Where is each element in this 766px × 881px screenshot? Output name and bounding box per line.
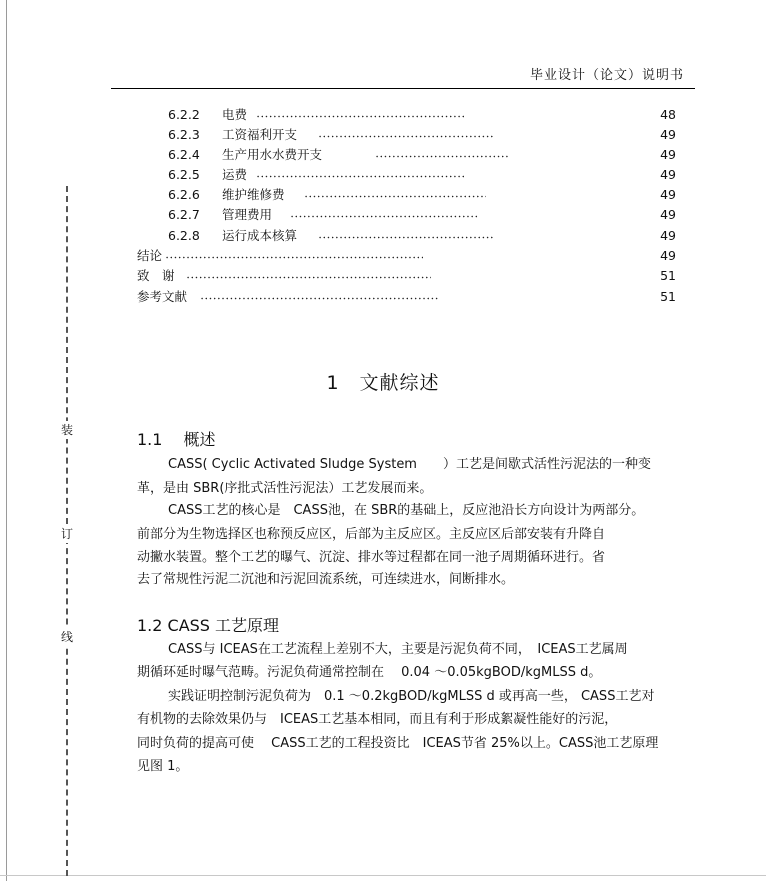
toc-entry-title: 结论 (137, 248, 163, 263)
chapter-title: 1 文献综述 (326, 372, 440, 394)
toc-entry[interactable] (0, 206, 766, 224)
toc-entry-title: 致 谢 (137, 268, 175, 283)
toc-entry-page: 48 (660, 107, 676, 122)
toc-entry[interactable] (0, 166, 766, 184)
section-heading: 1.1 概述 (137, 430, 216, 449)
toc-dot-leader (318, 232, 494, 242)
binding-char-zhuang: 装 (60, 423, 73, 437)
toc-dot-leader (256, 171, 464, 181)
toc-entry[interactable] (0, 126, 766, 144)
toc-entry[interactable] (0, 227, 766, 245)
paragraph-line: 见图 1。 (137, 759, 189, 774)
section-heading: 1.2 CASS 工艺原理 (137, 616, 280, 635)
toc-entry[interactable] (0, 186, 766, 204)
toc-entry-number: 6.2.5 (168, 167, 200, 182)
toc-entry-number: 6.2.7 (168, 207, 200, 222)
paragraph-line: CASS工艺的核心是 CASS池，在 SBR的基础上，反应池沿长方向设计为两部分。 (168, 503, 645, 518)
toc-dot-leader (318, 131, 493, 141)
paragraph-line: CASS与 ICEAS在工艺流程上差别不大，主要是污泥负荷不同， ICEAS工艺属周 (168, 642, 628, 657)
toc-dot-leader (165, 252, 423, 262)
toc-dot-leader (304, 191, 486, 201)
paragraph-line: 革，是由 SBR(序批式活性污泥法）工艺发展而来。 (137, 481, 433, 496)
toc-entry-number: 6.2.2 (168, 107, 200, 122)
toc-dot-leader (290, 211, 479, 221)
toc-entry-number: 6.2.6 (168, 187, 200, 202)
toc-dot-leader (200, 293, 438, 303)
toc-entry-title: 维护维修费 (222, 187, 285, 202)
paragraph-line: 前部分为生物选择区也称预反应区，后部为主反应区。主反应区后部安装有升降自 (137, 527, 606, 542)
toc-entry[interactable] (0, 146, 766, 164)
toc-entry-title: 生产用水水费开支 (222, 147, 323, 162)
toc-dot-leader (375, 151, 509, 161)
toc-entry[interactable] (0, 288, 766, 306)
page-bottom-edge (0, 875, 766, 876)
toc-entry-page: 49 (660, 127, 676, 142)
paragraph-line: 动撇水装置。整个工艺的曝气、沉淀、排水等过程都在同一池子周期循环进行。省 (137, 550, 606, 565)
toc-entry[interactable] (0, 106, 766, 124)
toc-entry-number: 6.2.4 (168, 147, 200, 162)
paragraph-line: 有机物的去除效果仍与 ICEAS工艺基本相同，而且有利于形成絮凝性能好的污泥， (137, 712, 618, 727)
paragraph-line: CASS( Cyclic Activated Sludge System ）工艺是间歇式活性污泥法的一种变 (168, 457, 651, 472)
toc-entry-page: 49 (660, 167, 676, 182)
paragraph-line: 期循环延时曝气范畴。污泥负荷通常控制在 0.04 ～0.05kgBOD/kgMLSS d。 (137, 665, 602, 680)
toc-entry-page: 49 (660, 228, 676, 243)
toc-entry-page: 51 (660, 289, 676, 304)
toc-dot-leader (256, 111, 464, 121)
running-header: 毕业设计（论文）说明书 (529, 68, 684, 83)
header-rule (111, 88, 695, 89)
toc-entry-title: 电费 (222, 107, 248, 122)
toc-entry-title: 运行成本核算 (222, 228, 298, 243)
toc-entry-page: 51 (660, 268, 676, 283)
binding-char-xian: 线 (60, 630, 73, 644)
toc-entry-number: 6.2.3 (168, 127, 200, 142)
toc-entry-title: 工资福利开支 (222, 127, 298, 142)
toc-entry[interactable] (0, 267, 766, 285)
toc-entry-title: 运费 (222, 167, 248, 182)
binding-char-ding: 订 (60, 527, 73, 541)
toc-entry-title: 管理费用 (222, 207, 273, 222)
toc-entry-page: 49 (660, 147, 676, 162)
toc-entry-title: 参考文献 (137, 289, 188, 304)
toc-entry-number: 6.2.8 (168, 228, 200, 243)
toc-entry-page: 49 (660, 187, 676, 202)
toc-dot-leader (186, 272, 431, 282)
toc-entry-page: 49 (660, 207, 676, 222)
paragraph-line: 实践证明控制污泥负荷为 0.1 ～0.2kgBOD/kgMLSS d 或再高一些， CASS工艺对 (168, 689, 655, 704)
toc-entry[interactable] (0, 247, 766, 265)
toc-entry-page: 49 (660, 248, 676, 263)
paragraph-line: 去了常规性污泥二沉池和污泥回流系统，可连续进水，间断排水。 (137, 572, 515, 587)
paragraph-line: 同时负荷的提高可使 CASS工艺的工程投资比 ICEAS节省 25%以上。CASS池工艺原理 (137, 736, 659, 751)
